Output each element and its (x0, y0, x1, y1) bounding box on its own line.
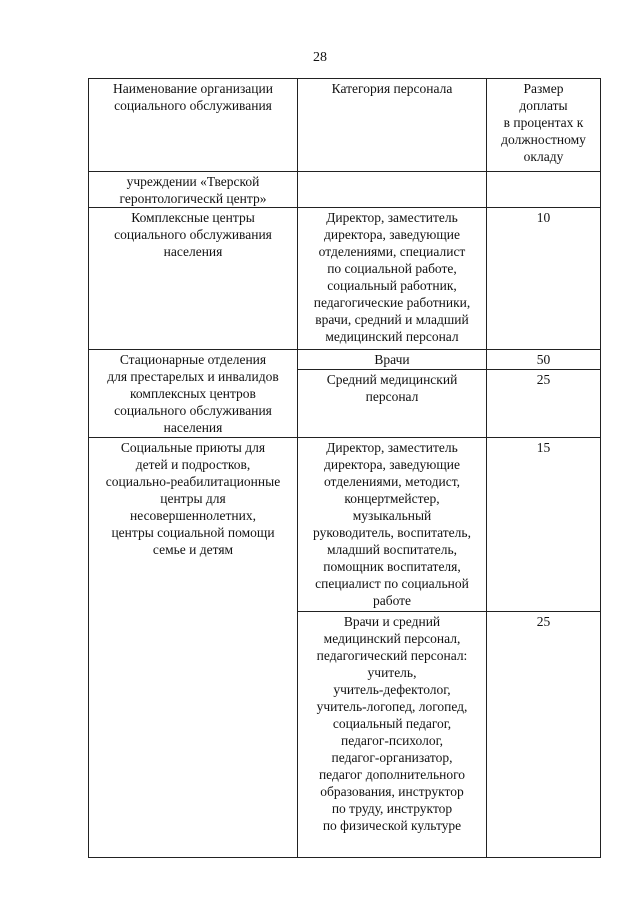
organization-cell: Социальные приюты для детей и подростков, социально-реабилитационные центры для несовершеннолетних, центры социальной помощи семье и детям (89, 438, 298, 858)
category-cell: Директор, заместитель директора, заведующие отделениями, специалист по социальной работе, социальный работник, педагогические работники, врачи, средний и младший медицинский персонал (298, 208, 487, 350)
organization-cell: Комплексные центры социального обслуживания населения (89, 208, 298, 350)
organization-cell: Стационарные отделения для престарелых и инвалидов комплексных центров социального обслуживания населения (89, 350, 298, 438)
percent-cell: 15 (487, 438, 601, 612)
category-cell: Средний медицинский персонал (298, 370, 487, 438)
category-cell (298, 172, 487, 208)
percent-cell: 50 (487, 350, 601, 370)
percent-cell: 25 (487, 612, 601, 858)
organization-cell: учреждении «Тверской геронтологическй центр» (89, 172, 298, 208)
table-row (89, 172, 601, 208)
percent-cell: 25 (487, 370, 601, 438)
header-organization: Наименование организации социального обслуживания (89, 79, 298, 172)
table-row (89, 438, 601, 612)
percent-cell: 10 (487, 208, 601, 350)
percent-cell (487, 172, 601, 208)
table-row (89, 208, 601, 350)
table-row (89, 350, 601, 370)
category-cell: Директор, заместитель директора, заведующие отделениями, методист, концертмейстер, музыкальный руководитель, воспитатель, младший воспитатель, помощник воспитателя, специалист по социальной работе (298, 438, 487, 612)
staff-allowance-table (88, 78, 601, 858)
category-cell: Врачи (298, 350, 487, 370)
header-staff-category: Категория персонала (298, 79, 487, 172)
table-header-row (89, 79, 601, 172)
page-number: 28 (313, 50, 327, 65)
category-cell: Врачи и средний медицинский персонал, педагогический персонал: учитель, учитель-дефектолог, учитель-логопед, логопед, социальный педагог, педагог-психолог, педагог-организатор, педагог дополнительного образования, инструктор по труду, инструктор по физической культуре (298, 612, 487, 858)
header-allowance-percent: Размер доплаты в процентах к должностному окладу (487, 79, 601, 172)
